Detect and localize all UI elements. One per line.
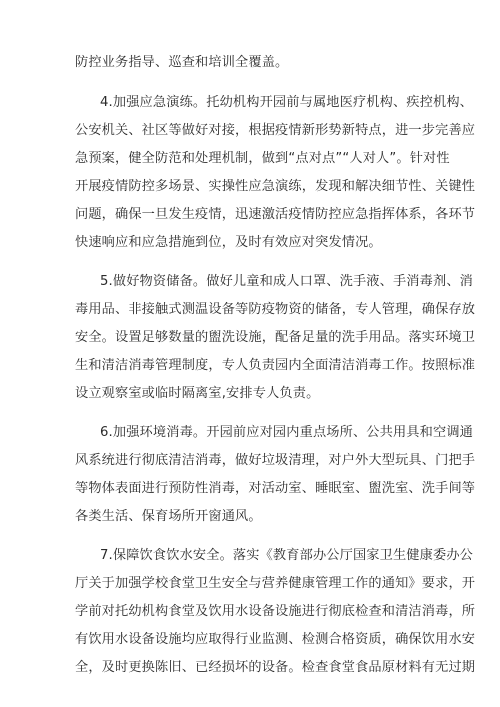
section-heading-line: 5.做好物资储备。做好儿童和成人口罩、洗手液、手消毒剂、消 bbox=[100, 274, 473, 289]
text-line: 生和清洁消毒管理制度，专人负责园内全面清洁消毒工作。按照标准 bbox=[75, 358, 476, 373]
section-heading-line: 6.加强环境消毒。开园前应对园内重点场所、公共用具和空调通 bbox=[100, 425, 473, 440]
text-line: 风系统进行彻底清洁消毒，做好垃圾清理，对户外大型玩具、门把手 bbox=[75, 453, 476, 468]
section-heading-line: 7.保障饮食饮水安全。落实《教育部办公厅国家卫生健康委办公 bbox=[100, 548, 473, 563]
text-line: 开展疫情防控多场景、实操性应急演练，发现和解决细节性、关键性 bbox=[75, 179, 476, 194]
text-line: 各类生活、保育场所开窗通风。 bbox=[75, 509, 262, 524]
text-line: 安全。设置足够数量的盥洗设施，配备足量的洗手用品。落实环境卫 bbox=[75, 330, 476, 345]
text-line: 问题，确保一旦发生疫情，迅速激活疫情防控应急指挥体系，各环节 bbox=[75, 207, 476, 222]
text-line: 公安机关、社区等做好对接，根据疫情新形势新特点，进一步完善应 bbox=[75, 123, 476, 138]
section-heading-line: 4.加强应急演练。托幼机构开园前与属地医疗机构、疾控机构、 bbox=[100, 95, 473, 110]
text-line: 有饮用水设备设施均应取得行业监测、检测合格资质，确保饮用水安 bbox=[75, 632, 476, 647]
text-line: 急预案，健全防范和处理机制，做到“点对点”“人对人”。针对性 bbox=[75, 151, 450, 166]
text-line: 设立观察室或临时隔离室,安排专人负责。 bbox=[75, 386, 320, 401]
text-line: 快速响应和应急措施到位，及时有效应对突发情况。 bbox=[75, 235, 382, 250]
text-line: 毒用品、非接触式测温设备等防疫物资的储备，专人管理，确保存放 bbox=[75, 302, 476, 317]
text-line: 防控业务指导、巡查和培训全覆盖。 bbox=[75, 55, 289, 70]
text-line: 学前对托幼机构食堂及饮用水设备设施进行彻底检查和清洁消毒，所 bbox=[75, 604, 476, 619]
text-line: 厅关于加强学校食堂卫生安全与营养健康管理工作的通知》要求，开 bbox=[75, 576, 476, 591]
text-line: 全，及时更换陈旧、已经损坏的设备。检查食堂食品原材料有无过期 bbox=[75, 660, 476, 675]
text-line: 等物体表面进行预防性消毒，对活动室、睡眠室、盥洗室、洗手间等 bbox=[75, 481, 476, 496]
